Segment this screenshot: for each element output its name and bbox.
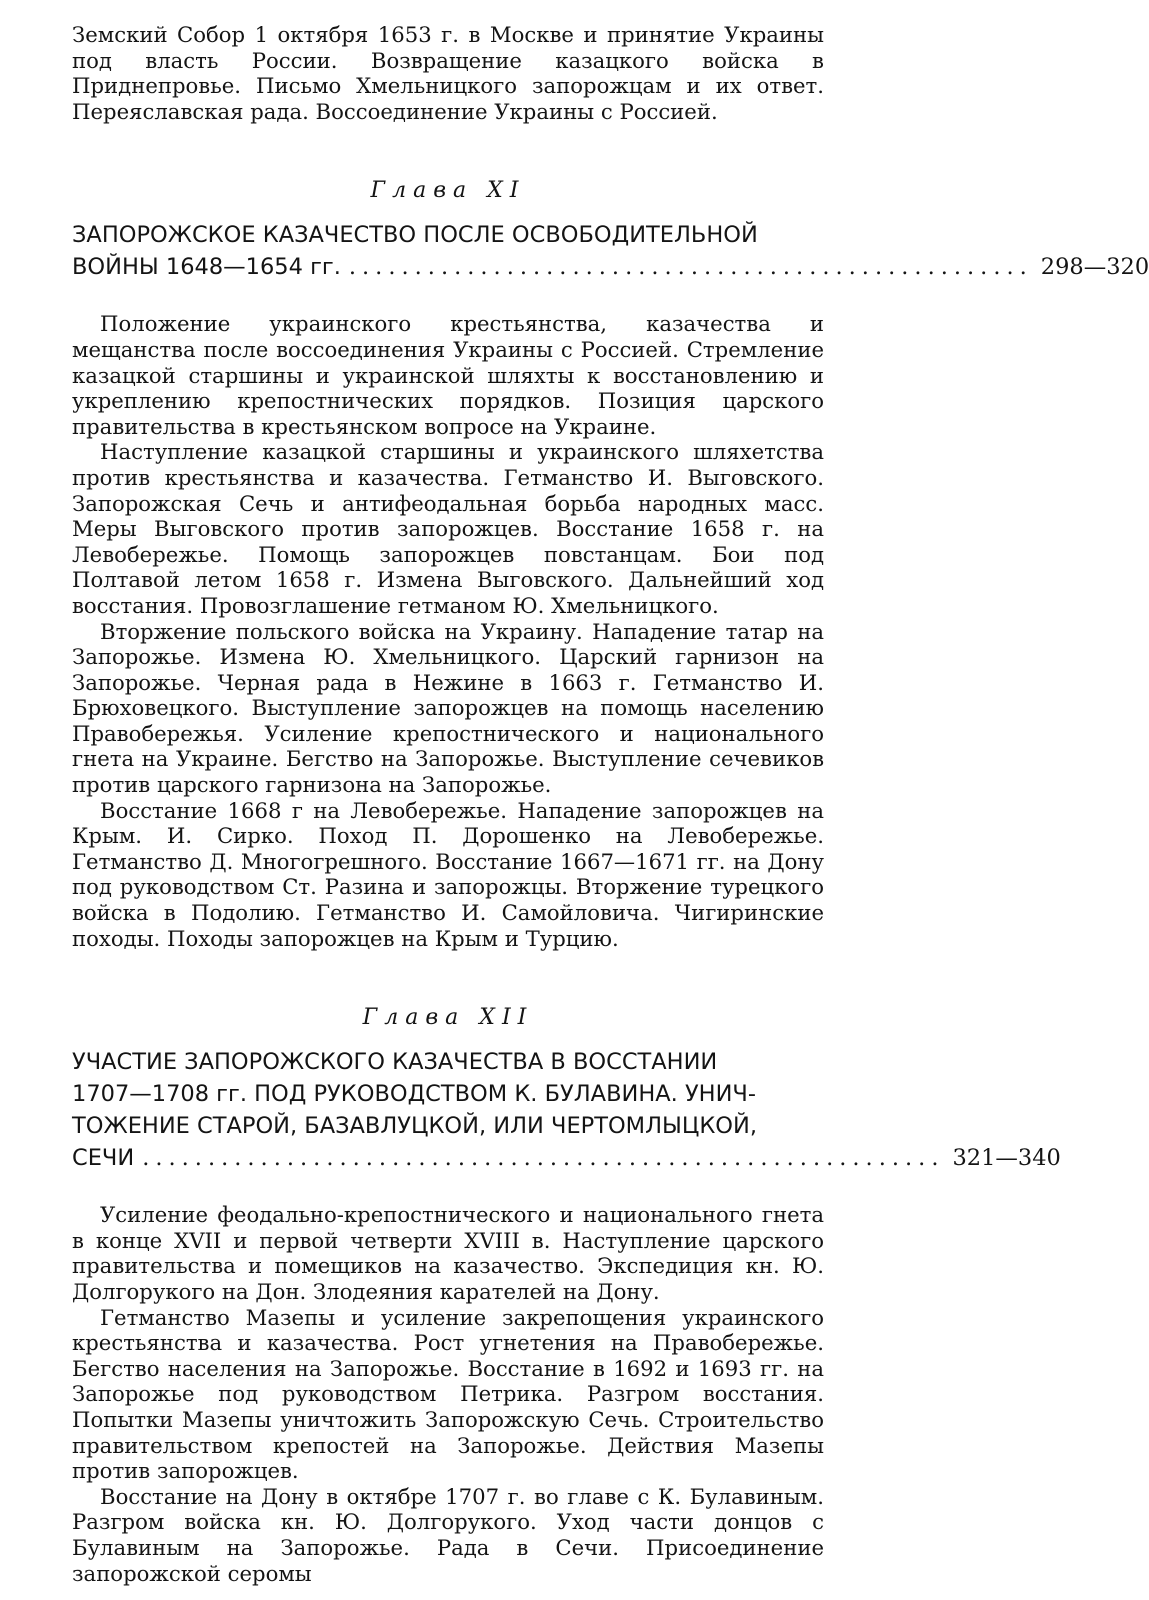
chapter-12-paragraph-2: Гетманство Мазепы и усиление закрепощения украинского крестьянства и казачества. Рост угнетения на Правобережье. Бегство населения на Запорожье. Восстание в 1692 и 1693 гг. на Запорожье под руководством Петрика. Разгром восстания. Попытки Мазепы уничтожить Запорожскую Сечь. Строительство правительством крепостей на Запорожье. Действия Мазепы против запорожцев.	[72, 1304, 824, 1484]
chapter-12-page-range: 321—340	[952, 1145, 1061, 1172]
chapter-12-title-line-1: УЧАСТИЕ ЗАПОРОЖСКОГО КАЗАЧЕСТВА В ВОССТАНИИ	[72, 1049, 718, 1076]
chapter-11-paragraph-1: Положение украинского крестьянства, казачества и мещанства после воссоединения Украины с Россией. Стремление казацкой старшины и украинской шляхты к восстановлению и укреплению крепостнических порядков. Позиция царского правительства в крестьянском вопросе на Украине.	[72, 311, 824, 439]
chapter-11-title-line-2: ВОЙНЫ 1648—1654 гг.	[72, 254, 341, 281]
chapter-11-title-line-1: ЗАПОРОЖСКОЕ КАЗАЧЕСТВО ПОСЛЕ ОСВОБОДИТЕЛЬНОЙ	[72, 222, 758, 249]
chapter-11-paragraph-2: Наступление казацкой старшины и украинского шляхетства против крестьянства и казачества. Гетманство И. Выговского. Запорожская Сечь и антифеодальная борьба народных масс. Меры Выговского против запорожцев. Восстание 1658 г. на Левобережье. Помощь запорожцев повстанцам. Бои под Полтавой летом 1658 г. Измена Выговского. Дальнейший ход восстания. Провозглашение гетманом Ю. Хмельницкого.	[72, 439, 824, 618]
chapter-11-paragraph-3: Вторжение польского войска на Украину. Нападение татар на Запорожье. Измена Ю. Хмельницкого. Царский гарнизон на Запорожье. Черная рада в Нежине в 1663 г. Гетманство И. Брюховецкого. Выступление запорожцев на помощь населению Правобережья. Усиление крепостнического и национального гнета на Украине. Бегство на Запорожье. Выступление сечевиков против царского гарнизона на Запорожье.	[72, 618, 824, 798]
chapter-11-title-last-line	[72, 251, 1149, 283]
chapter-11-label: Глава XI	[370, 178, 526, 204]
chapter-11-page-range: 298—320	[1040, 254, 1149, 281]
intro-paragraph: Земский Собор 1 октября 1653 г. в Москве и принятие Украины под власть России. Возвращение казацкого войска в Приднепровье. Письмо Хмельницкого запорожцам и их ответ. Переяславская рада. Воссоединение Украины с Россией.	[72, 22, 824, 124]
chapter-11-title	[72, 219, 1149, 283]
chapter-12-paragraph-3: Восстание на Дону в октябре 1707 г. во главе с К. Булавиным. Разгром войска кн. Ю. Долгорукого. Уход части донцов с Булавиным на Запорожье. Рада в Сечи. Присоединение запорожской серомы	[72, 1483, 824, 1586]
chapter-12-paragraph-1: Усиление феодально-крепостнического и национального гнета в конце XVII и первой четверти XVIII в. Наступление царского правительства и помещиков на казачество. Экспедиция кн. Ю. Долгорукого на Дон. Злодеяния карателей на Дону.	[72, 1202, 824, 1304]
chapter-12-title-line-4: СЕЧИ	[72, 1145, 135, 1172]
chapter-12-leader-dots: .............................................................	[142, 1145, 945, 1172]
chapter-12-title	[72, 1046, 1061, 1174]
chapter-12-title-line-2: 1707—1708 гг. ПОД РУКОВОДСТВОМ К. БУЛАВИНА. УНИЧ-	[72, 1081, 756, 1108]
book-page	[72, 22, 1149, 1586]
chapter-12-label: Глава XII	[362, 1005, 534, 1031]
chapter-12-title-line-3: ТОЖЕНИЕ СТАРОЙ, БАЗАВЛУЦКОЙ, ИЛИ ЧЕРТОМЛЫЦКОЙ,	[72, 1113, 757, 1140]
chapter-11-leader-dots: ....................................................	[348, 254, 1033, 281]
chapter-11-paragraph-4: Восстание 1668 г на Левобережье. Нападение запорожцев на Крым. И. Сирко. Поход П. Дорошенко на Левобережье. Гетманство Д. Многогрешного. Восстание 1667—1671 гг. на Дону под руководством Ст. Разина и запорожцы. Вторжение турецкого войска в Подолию. Гетманство И. Самойловича. Чигиринские походы. Походы запорожцев на Крым и Турцию.	[72, 797, 824, 951]
chapter-12-title-last-line	[72, 1142, 1061, 1174]
